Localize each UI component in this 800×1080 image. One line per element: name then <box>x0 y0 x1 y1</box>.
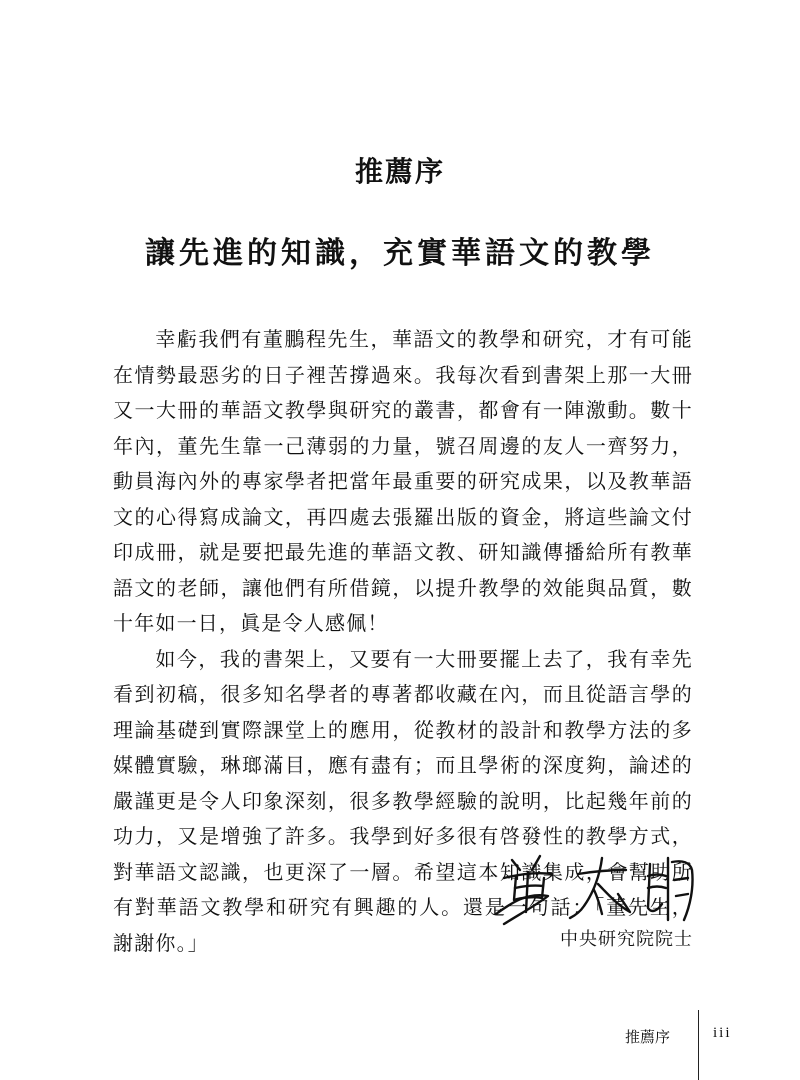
page-footer <box>580 1010 800 1080</box>
page-number: iii <box>713 1025 732 1041</box>
paragraph-text: 如今，我的書架上，又要有一大冊要擺上去了，我有幸先看到初稿，很多知名學者的專著都收藏在內，而且從語言學的理論基礎到實際課堂上的應用，從教材的設計和教學方法的多媒體實驗，琳瑯滿目，應有盡有；而且學術的深度夠，論述的嚴謹更是令人印象深刻，很多教學經驗的說明，比起幾年前的功力，又是增強了許多。我學到好多很有啓發性的教學方式，對華語文認識，也更深了一層。希望這本知識集成，會幫助所有對華語文教學和研究有興趣的人。還是一句話：「董先生，謝謝你。」 <box>113 646 693 955</box>
handwritten-signature <box>490 848 700 928</box>
footer-divider <box>698 1010 699 1080</box>
paragraph-text: 幸虧我們有董鵬程先生，華語文的教學和研究，才有可能在情勢最惡劣的日子裡苦撐過來。我每次看到書架上那一大冊又一大冊的華語文教學與研究的叢書，都會有一陣激動。數十年內，董先生靠一己薄弱的力量，號召周邊的友人一齊努力，動員海內外的專家學者把當年最重要的研究成果，以及教華語文的心得寫成論文，再四處去張羅出版的資金，將這些論文付印成冊，就是要把最先進的華語文教、研知識傳播給所有教華語文的老師，讓他們有所借鏡，以提升教學的效能與品質，數十年如一日，眞是令人感佩！ <box>113 327 693 635</box>
section-title: 推薦序 <box>354 155 445 188</box>
signer-affiliation: 中央研究院院士 <box>560 929 693 950</box>
page-title: 讓先進的知識，充實華語文的教學 <box>145 236 655 271</box>
paragraph <box>113 322 693 642</box>
footer-section-label: 推薦序 <box>625 1028 671 1046</box>
